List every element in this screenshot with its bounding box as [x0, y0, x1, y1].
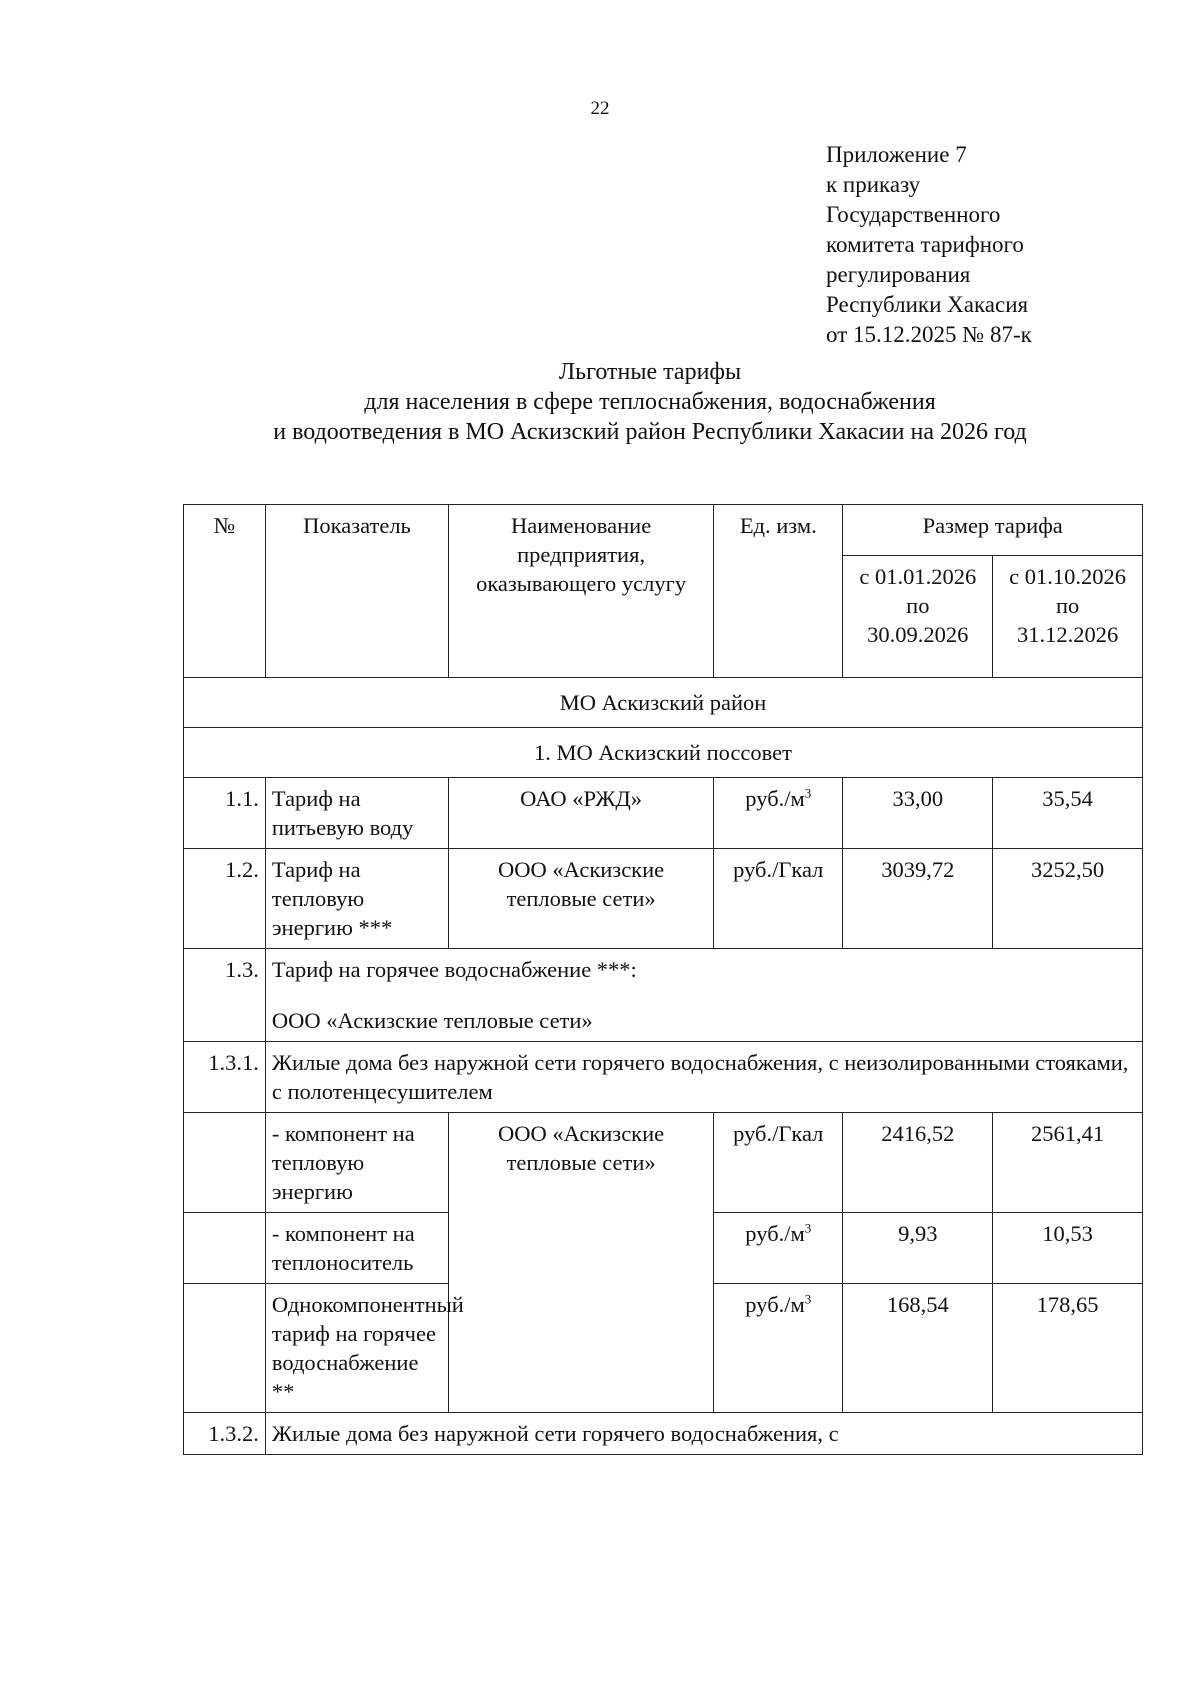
header-indicator: Показатель [265, 505, 448, 678]
unit-text: руб./м [745, 1221, 805, 1246]
row-subsection-text: Жилые дома без наружной сети горячего водоснабжения, с [265, 1413, 1142, 1455]
period-1-to: 30.09.2026 [867, 622, 969, 648]
row-value-period-1: 9,93 [843, 1213, 993, 1284]
row-value-period-2: 178,65 [993, 1284, 1143, 1413]
row-number: 1.3.2. [184, 1413, 266, 1455]
table-row [184, 678, 1143, 728]
period-2-to-word: по [1055, 593, 1080, 619]
appendix-line: Республики Хакасия [826, 292, 1029, 317]
row-number-empty [184, 1113, 266, 1213]
row-subsection-text: Жилые дома без наружной сети горячего водоснабжения, с неизолированными стояками, с полотенцесушителем [265, 1042, 1142, 1113]
row-company: ООО «Аскизские тепловые сети» [449, 1113, 714, 1413]
appendix-line: от 15.12.2025 № 87-к [826, 322, 1032, 347]
title-line-3: и водоотведения в МО Аскизский район Республики Хакасии на 2026 год [273, 419, 1027, 445]
table-row [184, 949, 1143, 1042]
hot-water-company: ООО «Аскизские тепловые сети» [271, 1008, 593, 1033]
table-row [184, 849, 1143, 949]
title-line-2: для населения в сфере теплоснабжения, водоснабжения [364, 389, 936, 415]
row-hot-water-heading [265, 949, 1142, 1042]
table-header-row [184, 505, 1143, 556]
row-value-period-2: 10,53 [993, 1213, 1143, 1284]
row-number: 1.2. [184, 849, 266, 949]
row-unit [714, 1284, 843, 1413]
row-indicator: Однокомпонентный тариф на горячее водоснабжение ** [265, 1284, 448, 1413]
period-2-from: с 01.10.2026 [1009, 564, 1127, 590]
header-tariff-size: Размер тарифа [843, 505, 1143, 556]
header-company: Наименование предприятия, оказывающего услугу [449, 505, 714, 678]
title-line-1: Льготные тарифы [558, 359, 742, 385]
unit-superscript: 3 [804, 785, 812, 801]
tariff-table [183, 504, 1143, 1455]
row-number: 1.3.1. [184, 1042, 266, 1113]
row-number-empty [184, 1284, 266, 1413]
table-row [184, 728, 1143, 778]
row-number-empty [184, 1213, 266, 1284]
table-row [184, 778, 1143, 849]
header-period-2 [993, 556, 1143, 678]
appendix-block [826, 140, 1032, 350]
row-company: ООО «Аскизские тепловые сети» [449, 849, 714, 949]
row-value-period-2: 3252,50 [993, 849, 1143, 949]
row-value-period-2: 2561,41 [993, 1113, 1143, 1213]
header-no: № [184, 505, 266, 678]
row-indicator: - компонент на тепловую энергию [265, 1113, 448, 1213]
header-period-1 [843, 556, 993, 678]
row-indicator: - компонент на теплоноситель [265, 1213, 448, 1284]
period-1-from: с 01.01.2026 [859, 564, 977, 590]
settlement-heading: 1. МО Аскизский поссовет [184, 728, 1143, 778]
header-unit: Ед. изм. [714, 505, 843, 678]
document-title [120, 357, 1180, 447]
row-value-period-2: 35,54 [993, 778, 1143, 849]
page-number: 22 [590, 98, 610, 119]
region-heading: МО Аскизский район [184, 678, 1143, 728]
row-value-period-1: 33,00 [843, 778, 993, 849]
table-row [184, 1042, 1143, 1113]
row-number: 1.3. [184, 949, 266, 1042]
row-value-period-1: 168,54 [843, 1284, 993, 1413]
unit-superscript: 3 [804, 1220, 812, 1236]
row-indicator: Тариф на питьевую воду [265, 778, 448, 849]
hot-water-title: Тариф на горячее водоснабжение ***: [271, 957, 637, 982]
period-1-to-word: по [906, 593, 930, 619]
row-unit: руб./Гкал [714, 1113, 843, 1213]
table-row [184, 1413, 1143, 1455]
row-unit [714, 1213, 843, 1284]
unit-superscript: 3 [804, 1291, 812, 1307]
table-row [184, 1113, 1143, 1213]
appendix-line: Государственного [826, 202, 1001, 227]
appendix-line: к приказу [826, 172, 921, 197]
row-value-period-1: 3039,72 [843, 849, 993, 949]
appendix-line: Приложение 7 [826, 142, 967, 167]
unit-text: руб./м [745, 786, 805, 811]
appendix-line: комитета тарифного [826, 232, 1024, 257]
appendix-line: регулирования [826, 262, 971, 287]
unit-text: руб./м [745, 1292, 805, 1317]
row-value-period-1: 2416,52 [843, 1113, 993, 1213]
row-company: ОАО «РЖД» [449, 778, 714, 849]
row-indicator: Тариф на тепловую энергию *** [265, 849, 448, 949]
row-number: 1.1. [184, 778, 266, 849]
row-unit: руб./Гкал [714, 849, 843, 949]
period-2-to: 31.12.2026 [1016, 622, 1119, 648]
row-unit [714, 778, 843, 849]
